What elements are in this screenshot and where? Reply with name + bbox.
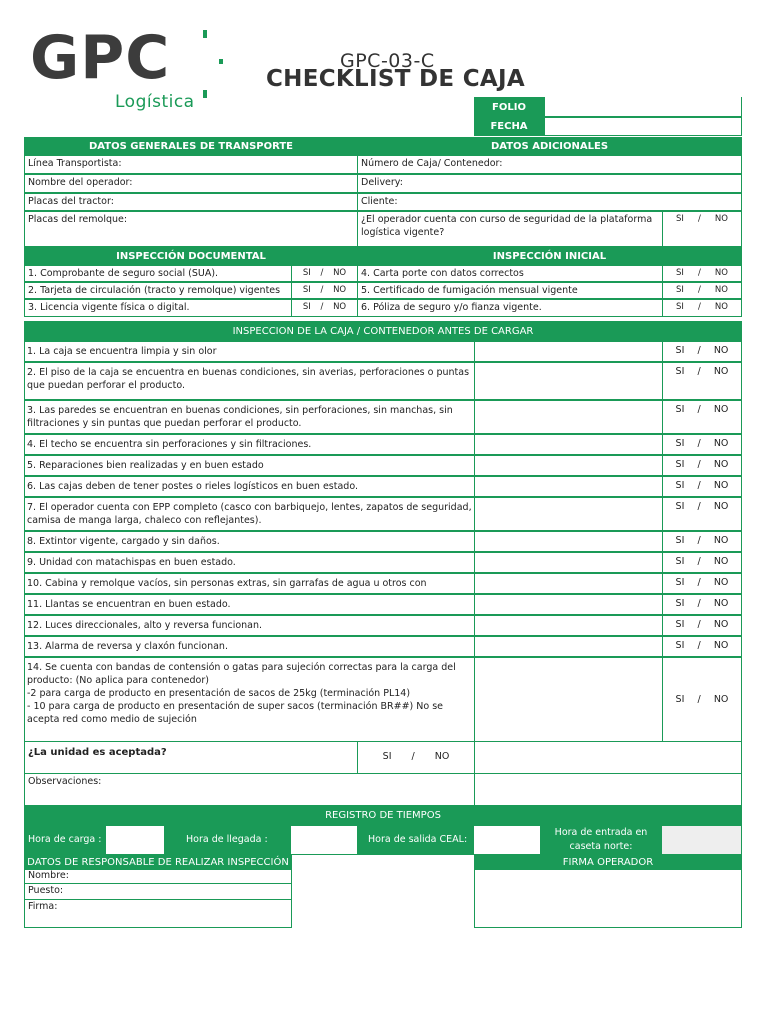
box-si-no-6[interactable] (662, 476, 742, 497)
box-si-no-8[interactable] (662, 531, 742, 552)
box-si-no-7[interactable] (662, 497, 742, 531)
no-option[interactable]: NO (713, 619, 729, 630)
logo-dot-icon (203, 30, 207, 38)
slash: / (697, 501, 701, 512)
box-si-no-11[interactable] (662, 594, 742, 615)
doc-si-no-2[interactable]: SI / NO (291, 282, 358, 299)
box-title: INSPECCION DE LA CAJA / CONTENEDOR ANTES DE CARGAR (24, 321, 742, 341)
init-si-no-5[interactable]: SI / NO (662, 282, 742, 299)
box-comment-3[interactable] (474, 400, 663, 434)
doc-title: INSPECCIÓN DOCUMENTAL (24, 247, 358, 265)
box-comment-9[interactable] (474, 552, 663, 573)
logo-text: GPC (30, 23, 171, 93)
box-item-6: 6. Las cajas deben de tener postes o rieles logísticos en buen estado. (24, 476, 475, 497)
box-item-9: 9. Unidad con matachispas en buen estado. (24, 552, 475, 573)
cliente-field[interactable]: Cliente: (357, 193, 742, 211)
box-item-11: 11. Llantas se encuentran en buen estado. (24, 594, 475, 615)
box-comment-12[interactable] (474, 615, 663, 636)
box-item-13: 13. Alarma de reversa y claxón funcionan. (24, 636, 475, 657)
item14-line: - 10 para carga de producto en presentación de super sacos (terminación BR##) No se acepta red como medio de sujeción (27, 701, 444, 726)
logo-dot-icon (203, 90, 207, 98)
firma-field[interactable]: Firma: (24, 899, 292, 928)
box-comment-6[interactable] (474, 476, 663, 497)
hora-llegada-field[interactable] (291, 826, 357, 854)
responsable-title: DATOS DE RESPONSABLE DE REALIZAR INSPECCIÓN (24, 855, 292, 869)
box-item-4: 4. El techo se encuentra sin perforaciones y sin filtraciones. (24, 434, 475, 455)
box-comment-13[interactable] (474, 636, 663, 657)
box-item-2: 2. El piso de la caja se encuentra en buenas condiciones, sin averias, perforaciones o puntas que puedan perforar el producto. (24, 362, 475, 400)
box-comment-7[interactable] (474, 497, 663, 531)
si-option[interactable]: SI (675, 556, 685, 567)
si-option[interactable]: SI (675, 345, 685, 356)
box-item-5: 5. Reparaciones bien realizadas y en buen estado (24, 455, 475, 476)
page-title: CHECKLIST DE CAJA (266, 66, 525, 92)
box-item-1: 1. La caja se encuentra limpia y sin olor (24, 341, 475, 362)
si-option[interactable]: SI (675, 438, 685, 449)
box-item-8: 8. Extintor vigente, cargado y sin daños. (24, 531, 475, 552)
no-option[interactable]: NO (713, 535, 729, 546)
placas-tractor-field[interactable]: Placas del tractor: (24, 193, 358, 211)
doc-si-no-1[interactable]: SI / NO (291, 265, 358, 282)
si-option[interactable]: SI (675, 598, 685, 609)
init-item-4: 4. Carta porte con datos correctos (357, 265, 663, 282)
hora-salida-label: Hora de salida CEAL: (368, 834, 468, 845)
box-comment-11[interactable] (474, 594, 663, 615)
si-option[interactable]: SI (676, 214, 684, 224)
no-option[interactable]: NO (713, 598, 729, 609)
si-option[interactable]: SI (675, 577, 685, 588)
box-comment-14[interactable] (474, 657, 663, 742)
logo-dot-icon (219, 59, 223, 64)
slash: / (697, 438, 701, 449)
doc-item-1: 1. Comprobante de seguro social (SUA). (24, 265, 292, 282)
box-si-no-4[interactable] (662, 434, 742, 455)
no-option[interactable]: NO (714, 214, 728, 224)
no-option[interactable]: NO (713, 480, 729, 491)
firma-operador-title: FIRMA OPERADOR (474, 855, 742, 869)
no-option[interactable]: NO (713, 640, 729, 651)
box-si-no-1[interactable] (662, 341, 742, 362)
no-option[interactable]: NO (713, 345, 729, 356)
init-si-no-6[interactable]: SI / NO (662, 299, 742, 317)
firma-operador-field[interactable] (474, 869, 742, 928)
si-option[interactable]: SI (675, 535, 685, 546)
init-title: INSPECCIÓN INICIAL (357, 247, 742, 265)
item14-line: -2 para carga de producto en presentación de sacos de 25kg (terminación PL14) (27, 688, 411, 700)
init-si-no-4[interactable]: SI / NO (662, 265, 742, 282)
no-option[interactable]: NO (713, 501, 729, 512)
slash: / (697, 459, 701, 470)
box-si-no-14[interactable]: SI / NO (662, 657, 742, 742)
form-code: GPC-03-C (340, 50, 435, 72)
box-item-10: 10. Cabina y remolque vacíos, sin personas extras, sin garrafas de agua u otros con (24, 573, 475, 594)
init-item-5: 5. Certificado de fumigación mensual vigente (357, 282, 663, 299)
folio-label: FOLIO (474, 97, 544, 117)
si-option[interactable]: SI (675, 480, 685, 491)
box-item-3: 3. Las paredes se encuentran en buenas condiciones, sin perforaciones, sin manchas, sin filtraciones y sin puntas que puedan perforar el producto. (24, 400, 475, 434)
box-si-no-9[interactable] (662, 552, 742, 573)
delivery-field[interactable]: Delivery: (357, 174, 742, 193)
hora-carga-field[interactable] (106, 826, 164, 854)
curso-question: ¿El operador cuenta con curso de seguridad de la plataforma logística vigente? (357, 211, 663, 247)
fecha-field[interactable] (544, 117, 742, 136)
placas-remolque-field[interactable]: Placas del remolque: (24, 211, 358, 247)
slash: / (697, 577, 701, 588)
slash: / (697, 619, 701, 630)
fecha-label: FECHA (474, 117, 544, 136)
numero-caja-field[interactable]: Número de Caja/ Contenedor: (357, 155, 742, 174)
slash: / (697, 366, 701, 377)
slash: / (697, 404, 701, 415)
observaciones-field[interactable]: Observaciones: (24, 773, 475, 806)
si-option[interactable]: SI (675, 640, 685, 651)
no-option[interactable]: NO (713, 556, 729, 567)
box-comment-2[interactable] (474, 362, 663, 400)
slash: / (697, 598, 701, 609)
tiempos-title: REGISTRO DE TIEMPOS (24, 806, 742, 825)
doc-si-no-3[interactable]: SI / NO (291, 299, 358, 317)
box-comment-5[interactable] (474, 455, 663, 476)
slash: / (697, 556, 701, 567)
slash: / (697, 535, 701, 546)
hora-llegada-label: Hora de llegada : (186, 834, 268, 845)
hora-carga-label: Hora de carga : (28, 834, 102, 845)
init-item-6: 6. Póliza de seguro y/o fianza vigente. (357, 299, 663, 317)
no-option[interactable]: NO (713, 366, 729, 377)
hora-entrada-field[interactable] (662, 826, 741, 854)
doc-item-3: 3. Licencia vigente física o digital. (24, 299, 292, 317)
box-comment-4[interactable] (474, 434, 663, 455)
box-comment-8[interactable] (474, 531, 663, 552)
no-option[interactable]: NO (713, 459, 729, 470)
folio-field[interactable] (544, 97, 742, 117)
box-item-12: 12. Luces direccionales, alto y reversa funcionan. (24, 615, 475, 636)
slash: / (697, 345, 701, 356)
box-si-no-3[interactable] (662, 400, 742, 434)
slash: / (697, 640, 701, 651)
box-si-no-5[interactable] (662, 455, 742, 476)
puesto-field[interactable]: Puesto: (24, 883, 292, 900)
slash: / (697, 214, 701, 224)
nombre-operador-field[interactable]: Nombre del operador: (24, 174, 358, 193)
no-option[interactable]: NO (713, 438, 729, 449)
general-right-title: DATOS ADICIONALES (357, 137, 742, 155)
hora-entrada-label: Hora de entrada en caseta norte: (546, 826, 656, 854)
si-option[interactable]: SI (675, 459, 685, 470)
logo-subtitle: Logística (115, 92, 195, 112)
box-si-no-12[interactable] (662, 615, 742, 636)
accepted-comment[interactable] (474, 741, 742, 774)
doc-item-2: 2. Tarjeta de circulación (tracto y remolque) vigentes (24, 282, 292, 299)
accepted-question: ¿La unidad es aceptada? (24, 741, 358, 774)
accepted-si-no[interactable]: SI / NO (357, 741, 475, 774)
box-si-no-13[interactable] (662, 636, 742, 657)
hora-salida-field[interactable] (474, 826, 540, 854)
item14-line: 14. Se cuenta con bandas de contensión o gatas para sujeción correctas para la carga del producto: (No aplica para contenedor) (27, 662, 456, 687)
slash: / (697, 480, 701, 491)
si-option[interactable]: SI (675, 619, 685, 630)
nombre-field[interactable]: Nombre: (24, 869, 292, 884)
linea-transportista-field[interactable]: Línea Transportista: (24, 155, 358, 174)
box-si-no-10[interactable] (662, 573, 742, 594)
no-option[interactable]: NO (713, 577, 729, 588)
observaciones-extra[interactable] (474, 773, 742, 806)
si-option[interactable]: SI (675, 404, 685, 415)
si-option[interactable]: SI (675, 366, 685, 377)
no-option[interactable]: NO (713, 404, 729, 415)
box-item-7: 7. El operador cuenta con EPP completo (casco con barbiquejo, lentes, zapatos de seguridad, camisa de manga larga, chaleco con reflejantes). (24, 497, 475, 531)
curso-si-no[interactable] (662, 211, 742, 247)
box-comment-1[interactable] (474, 341, 663, 362)
box-comment-10[interactable] (474, 573, 663, 594)
box-si-no-2[interactable] (662, 362, 742, 400)
si-option[interactable]: SI (675, 501, 685, 512)
general-left-title: DATOS GENERALES DE TRANSPORTE (24, 137, 358, 155)
box-item-14 (24, 657, 475, 742)
